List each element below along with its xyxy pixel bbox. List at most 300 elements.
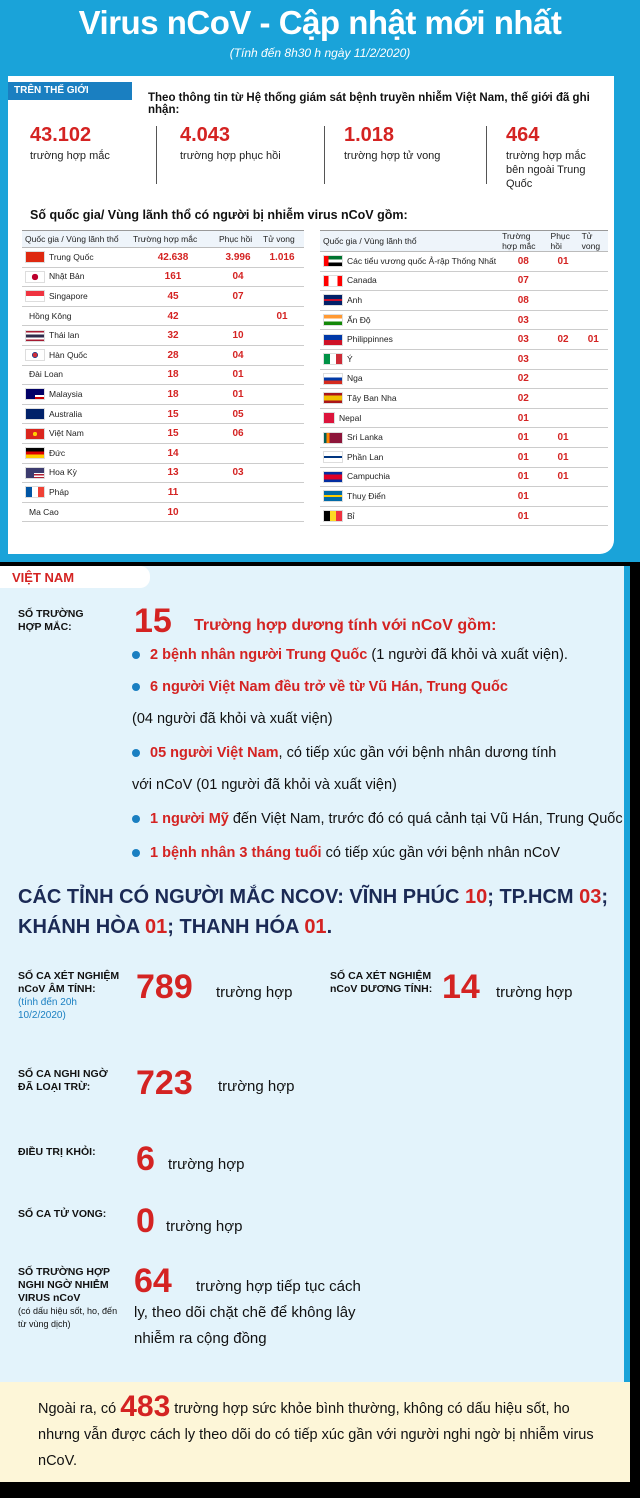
country-cell: [22, 345, 130, 365]
country-cell: [320, 330, 499, 350]
country-cell: [320, 310, 499, 330]
cases-cell: 161: [130, 267, 216, 287]
cases-heading: Trường hợp dương tính với nCoV gồm:: [194, 617, 497, 634]
table-row: [320, 291, 608, 311]
deaths-cell: [260, 404, 304, 424]
country-cell: [320, 271, 499, 291]
bullet-icon: [132, 849, 140, 857]
case-bullet: [132, 844, 560, 862]
excluded-suspected-label: SỐ CA NGHI NGỜ ĐÃ LOẠI TRỪ:: [18, 1068, 108, 1093]
country-cell: [22, 404, 130, 424]
ca-flag-icon: [323, 275, 343, 287]
country-cell: [22, 248, 130, 268]
deaths-cell: [579, 506, 608, 526]
country-name: Bỉ: [347, 510, 355, 521]
kh-flag-icon: [323, 471, 343, 483]
cases-cell: 03: [499, 349, 547, 369]
provinces-part: .: [326, 916, 333, 938]
deaths-cell: [579, 487, 608, 507]
isolation-number: 64: [134, 1262, 172, 1300]
stat-outside-china: [506, 124, 606, 191]
cases-cell: 01: [499, 447, 547, 467]
positive-tests-label: SỐ CA XÉT NGHIỆM nCoV DƯƠNG TÍNH:: [330, 970, 433, 995]
cases-cell: 01: [499, 408, 547, 428]
case-bullet: [132, 744, 556, 762]
stat-value: 4.043: [180, 124, 231, 146]
table-row: [320, 467, 608, 487]
recovered-cell: [216, 483, 260, 503]
country-name: Campuchia: [347, 471, 390, 482]
stat-divider: [324, 126, 325, 184]
countries-heading: Số quốc gia/ Vùng lãnh thổ có người bị nhiễm virus nCoV gồm:: [30, 208, 408, 222]
country-name-wrap: [323, 373, 496, 385]
country-cell: [22, 326, 130, 346]
deaths-cell: [260, 287, 304, 307]
extra-text: [38, 1390, 608, 1474]
stat-value: 1.018: [344, 124, 395, 146]
recovered-cell: [548, 506, 579, 526]
country-cell: [320, 408, 499, 428]
lk-flag-icon: [323, 432, 343, 444]
country-name: Đức: [49, 447, 66, 458]
deaths-cell: [260, 424, 304, 444]
world-section: [0, 0, 640, 562]
deaths-cell: [260, 345, 304, 365]
excluded-suspected-number: 723: [136, 1064, 193, 1102]
case-bullet: [132, 646, 568, 664]
isolation-text: ly, theo dõi chặt chẽ để không lây: [134, 1304, 356, 1321]
country-name: Anh: [347, 294, 363, 305]
table-row: [22, 287, 304, 307]
table-row: [22, 424, 304, 444]
country-name-wrap: [323, 255, 496, 267]
table-header-row: [320, 231, 608, 252]
bullet-text: đến Việt Nam, trước đó có quá cảnh tại Vũ Hán, Trung Quốc: [228, 811, 623, 827]
de-flag-icon: [25, 447, 45, 459]
countries-table-left: [22, 230, 304, 522]
country-cell: [22, 463, 130, 483]
country-name: Singapore: [49, 290, 88, 301]
case-bullet: [132, 810, 623, 828]
cases-cell: 13: [130, 463, 216, 483]
recovered-cell: 01: [216, 365, 260, 385]
cured-number: 6: [136, 1140, 155, 1178]
stat-cases: [30, 124, 110, 163]
recovered-cell: [548, 389, 579, 409]
stat-label: trường hợp mắc bên ngoài Trung Quốc: [506, 150, 586, 190]
deaths-cell: [579, 291, 608, 311]
country-name-wrap: [25, 388, 127, 400]
vietnam-tag: VIỆT NAM: [0, 566, 150, 588]
table-row: [22, 385, 304, 405]
country-name-wrap: [25, 271, 127, 283]
extra-pre: Ngoài ra, có: [38, 1401, 121, 1417]
recovered-cell: [548, 408, 579, 428]
label-text: SỐ CA XÉT NGHIỆM nCoV ÂM TÍNH:: [18, 970, 120, 995]
country-cell: [22, 483, 130, 503]
cases-cell: 01: [499, 506, 547, 526]
provinces-count: 01: [304, 916, 327, 938]
positive-tests-number: 14: [442, 968, 480, 1006]
gb-flag-icon: [323, 294, 343, 306]
unit-label: trường hợp: [496, 984, 573, 1001]
recovered-cell: [216, 443, 260, 463]
deaths-cell: [579, 428, 608, 448]
stat-divider: [486, 126, 487, 184]
deaths-number: 0: [136, 1202, 155, 1240]
country-name: Australia: [49, 408, 83, 419]
cases-cell: 01: [499, 467, 547, 487]
label-text: SỐ TRƯỜNG HỢP NGHI NGỜ NHIỄM VIRUS nCoV: [18, 1266, 110, 1304]
bullet-icon: [132, 749, 140, 757]
stat-deaths: [344, 124, 440, 163]
table-row: [22, 306, 304, 326]
provinces-count: 01: [145, 916, 168, 938]
it-flag-icon: [323, 353, 343, 365]
world-intro: Theo thông tin từ Hệ thống giám sát bệnh truyền nhiễm Việt Nam, thế giới đã ghi nhận:: [148, 92, 590, 116]
page-title: Virus nCoV - Cập nhật mới nhất: [78, 4, 562, 41]
cases-cell: 42: [130, 306, 216, 326]
unit-label: trường hợp: [166, 1218, 243, 1235]
country-name-wrap: [323, 314, 496, 326]
country-name-wrap: [25, 369, 127, 381]
recovered-cell: [548, 291, 579, 311]
country-name: Pháp: [49, 486, 69, 497]
provinces-part: ; THANH HÓA: [167, 916, 305, 938]
recovered-cell: 01: [548, 252, 579, 272]
country-name: Sri Lanka: [347, 432, 383, 443]
cases-number: 15: [134, 602, 172, 640]
country-name-wrap: [323, 490, 496, 502]
country-name-wrap: [323, 432, 496, 444]
country-cell: [320, 369, 499, 389]
table-row: [320, 310, 608, 330]
table-row: [320, 369, 608, 389]
recovered-cell: [548, 487, 579, 507]
bullet-highlight: 1 người: [150, 811, 209, 827]
bullet-icon: [132, 651, 140, 659]
recovered-cell: 01: [216, 385, 260, 405]
isolation-label: [18, 1266, 122, 1331]
deaths-cell: [579, 271, 608, 291]
jp-flag-icon: [25, 271, 45, 283]
kr-flag-icon: [25, 349, 45, 361]
cases-cell: 15: [130, 404, 216, 424]
be-flag-icon: [323, 510, 343, 522]
deaths-cell: [260, 365, 304, 385]
country-name-wrap: [323, 353, 496, 365]
recovered-cell: [548, 369, 579, 389]
country-name-wrap: [25, 349, 127, 361]
bullet-highlight: 6 người Việt Nam đều trở về từ Vũ Hán, Trung Quốc: [150, 679, 508, 695]
country-name: Hồng Kông: [29, 310, 72, 321]
country-cell: [22, 385, 130, 405]
country-name: Hoa Kỳ: [49, 467, 77, 478]
deaths-cell: [260, 463, 304, 483]
recovered-cell: [548, 310, 579, 330]
vn-flag-icon: [25, 428, 45, 440]
country-name-wrap: [323, 275, 496, 287]
stat-divider: [156, 126, 157, 184]
table-row: [320, 330, 608, 350]
cases-cell: 07: [499, 271, 547, 291]
deaths-cell: [260, 385, 304, 405]
table-row: [22, 326, 304, 346]
country-name: Đài Loan: [29, 369, 64, 380]
case-bullet: [132, 678, 508, 696]
isolation-text: trường hợp tiếp tục cách: [196, 1278, 361, 1295]
country-name: Các tiểu vương quốc Ả-rập Thống Nhất: [347, 255, 497, 266]
country-cell: [320, 349, 499, 369]
stat-value: 464: [506, 124, 540, 146]
deaths-cell: [579, 447, 608, 467]
ph-flag-icon: [323, 334, 343, 346]
deaths-cell: [579, 389, 608, 409]
stat-recovered: [180, 124, 281, 163]
unit-label: trường hợp: [218, 1078, 295, 1095]
country-name: Nga: [347, 373, 363, 384]
bullet-highlight: 2 bệnh nhân người Trung Quốc: [150, 647, 368, 663]
col-header-cases: Trường hợp mắc: [499, 231, 547, 252]
vietnam-section: [0, 566, 630, 1382]
provinces-count: 10: [465, 886, 488, 908]
extra-rest: trường hợp sức khỏe bình thường, không có dấu hiệu sốt, ho nhưng vẫn được cách ly theo dõi do có tiếp xúc gần với người nghi ngờ bị nhiễm virus nCoV.: [38, 1401, 594, 1469]
country-cell: [320, 487, 499, 507]
cases-cell: 18: [130, 385, 216, 405]
deaths-cell: [579, 369, 608, 389]
table-row: [22, 463, 304, 483]
country-name-wrap: [323, 294, 496, 306]
country-name-wrap: [323, 471, 496, 483]
cured-label: ĐIỀU TRỊ KHỎI:: [18, 1146, 96, 1158]
country-name: Thuỵ Điển: [347, 490, 386, 501]
unit-label: trường hợp: [168, 1156, 245, 1173]
np-flag-icon: [323, 412, 335, 424]
stat-value: 43.102: [30, 124, 92, 146]
bullet-highlight: 05 người Việt Nam: [150, 745, 279, 761]
table-row: [320, 408, 608, 428]
fi-flag-icon: [323, 451, 343, 463]
table-row: [22, 248, 304, 268]
country-name: Nhật Bản: [49, 271, 85, 282]
country-name: Ấn Độ: [347, 314, 371, 325]
us-flag-icon: [25, 467, 45, 479]
country-name-wrap: [25, 428, 127, 440]
deaths-cell: 01: [579, 330, 608, 350]
country-name: Tây Ban Nha: [347, 392, 397, 403]
country-name: Nepal: [339, 412, 362, 423]
col-header-country: Quốc gia / Vùng lãnh thổ: [22, 231, 130, 248]
deaths-cell: [579, 252, 608, 272]
au-flag-icon: [25, 408, 45, 420]
country-name: Trung Quốc: [49, 251, 94, 262]
country-cell: [22, 306, 130, 326]
country-cell: [320, 506, 499, 526]
cases-cell: 14: [130, 443, 216, 463]
stat-label: trường hợp phục hồi: [180, 150, 281, 162]
bullet-highlight: 1 bệnh nhân 3 tháng tuổi: [150, 845, 322, 861]
country-name-wrap: [25, 467, 127, 479]
cases-cell: 28: [130, 345, 216, 365]
country-cell: [320, 389, 499, 409]
provinces-count: 03: [579, 886, 602, 908]
bullet-icon: [132, 815, 140, 823]
cases-cell: 32: [130, 326, 216, 346]
th-flag-icon: [25, 330, 45, 342]
country-name-wrap: [25, 330, 127, 342]
cases-cell: 01: [499, 428, 547, 448]
country-cell: [22, 287, 130, 307]
table-row: [22, 483, 304, 503]
stat-label: trường hợp tử vong: [344, 150, 441, 162]
country-name-wrap: [25, 290, 127, 302]
negative-tests-number: 789: [136, 968, 193, 1006]
recovered-cell: 01: [548, 467, 579, 487]
recovered-cell: 04: [216, 345, 260, 365]
table-row: [320, 389, 608, 409]
country-name-wrap: [323, 451, 496, 463]
recovered-cell: 01: [548, 428, 579, 448]
extra-note: [0, 1382, 630, 1482]
extra-number: 483: [120, 1390, 171, 1423]
deaths-label: SỐ CA TỬ VONG:: [18, 1208, 107, 1220]
deaths-cell: 1.016: [260, 248, 304, 268]
cases-cell: 03: [499, 330, 547, 350]
country-name-wrap: [25, 447, 127, 459]
country-cell: [320, 428, 499, 448]
recovered-cell: [216, 502, 260, 522]
country-name: Philippinnes: [347, 334, 393, 345]
country-name-wrap: [323, 392, 496, 404]
in-flag-icon: [323, 314, 343, 326]
table-row: [22, 345, 304, 365]
recovered-cell: 05: [216, 404, 260, 424]
negative-tests-label: [18, 970, 122, 1022]
table-row: [320, 349, 608, 369]
world-tag: TRÊN THẾ GIỚI: [8, 82, 132, 100]
ae-flag-icon: [323, 255, 343, 267]
unit-label: trường hợp: [216, 984, 293, 1001]
recovered-cell: 10: [216, 326, 260, 346]
country-cell: [320, 291, 499, 311]
recovered-cell: 01: [548, 447, 579, 467]
country-cell: [320, 467, 499, 487]
table-row: [320, 506, 608, 526]
deaths-cell: [260, 443, 304, 463]
countries-table-right: [320, 230, 608, 526]
recovered-cell: 07: [216, 287, 260, 307]
fr-flag-icon: [25, 486, 45, 498]
deaths-cell: [260, 483, 304, 503]
table-row: [22, 443, 304, 463]
col-header-recovered: Phục hồi: [548, 231, 579, 252]
my-flag-icon: [25, 388, 45, 400]
se-flag-icon: [323, 490, 343, 502]
col-header-deaths: Tử vong: [260, 231, 304, 248]
es-flag-icon: [323, 392, 343, 404]
country-name-wrap: [323, 510, 496, 522]
table-row: [320, 428, 608, 448]
table-row: [320, 271, 608, 291]
sg-flag-icon: [25, 290, 45, 302]
deaths-cell: [579, 310, 608, 330]
recovered-cell: 3.996: [216, 248, 260, 268]
col-header-deaths: Tử vong: [579, 231, 608, 252]
deaths-cell: [260, 267, 304, 287]
country-cell: [320, 252, 499, 272]
provinces-text: [18, 882, 618, 942]
recovered-cell: 04: [216, 267, 260, 287]
deaths-cell: 01: [260, 306, 304, 326]
deaths-cell: [260, 326, 304, 346]
cases-cell: 08: [499, 291, 547, 311]
provinces-part: ;: [601, 886, 609, 908]
bullet-text: , có tiếp xúc gần với bệnh nhân dương tính: [278, 745, 557, 761]
country-name-wrap: [323, 334, 496, 346]
country-cell: [22, 267, 130, 287]
country-name: Phần Lan: [347, 451, 384, 462]
col-header-cases: Trường hợp mắc: [130, 231, 216, 248]
country-name-wrap: [323, 412, 496, 424]
ru-flag-icon: [323, 373, 343, 385]
cases-cell: 42.638: [130, 248, 216, 268]
country-name-wrap: [25, 251, 127, 263]
country-name: Canada: [347, 275, 377, 286]
country-name-wrap: [25, 310, 127, 322]
table-row: [22, 502, 304, 522]
recovered-cell: [548, 349, 579, 369]
deaths-cell: [260, 502, 304, 522]
bullet-text: (1 người đã khỏi và xuất viện).: [367, 647, 568, 663]
table-row: [320, 447, 608, 467]
table-row: [22, 404, 304, 424]
bullet-icon: [132, 683, 140, 691]
provinces-part: CÁC TỈNH CÓ NGƯỜI MẮC NCOV: VĨNH PHÚC: [18, 886, 465, 908]
isolation-text: nhiễm ra cộng đồng: [134, 1330, 267, 1347]
country-cell: [22, 365, 130, 385]
country-cell: [22, 502, 130, 522]
country-name: Hàn Quốc: [49, 349, 88, 360]
provinces-part: ; TP.HCM: [487, 886, 580, 908]
cases-cell: 02: [499, 369, 547, 389]
country-name: Malaysia: [49, 388, 83, 399]
cases-cell: 03: [499, 310, 547, 330]
country-name: Ý: [347, 353, 353, 364]
col-header-country: Quốc gia / Vùng lãnh thổ: [320, 231, 499, 252]
cn-flag-icon: [25, 251, 45, 263]
country-name: Việt Nam: [49, 428, 84, 439]
cases-cell: 45: [130, 287, 216, 307]
table-row: [22, 267, 304, 287]
table-row: [320, 252, 608, 272]
recovered-cell: 03: [216, 463, 260, 483]
table-row: [320, 487, 608, 507]
deaths-cell: [579, 467, 608, 487]
cases-cell: 01: [499, 487, 547, 507]
country-cell: [22, 443, 130, 463]
cases-cell: 18: [130, 365, 216, 385]
label-note: (tính đến 20h 10/2/2020): [18, 997, 77, 1021]
table-row: [22, 365, 304, 385]
cases-cell: 10: [130, 502, 216, 522]
page-subtitle: (Tính đến 8h30 h ngày 11/2/2020): [229, 46, 411, 60]
country-name: Ma Cao: [29, 506, 59, 517]
cases-cell: 15: [130, 424, 216, 444]
cases-label: SỐ TRƯỜNG HỢP MẮC:: [18, 608, 84, 633]
recovered-cell: [216, 306, 260, 326]
country-name-wrap: [25, 486, 127, 498]
label-note: (có dấu hiệu sốt, ho, đến từ vùng dịch): [18, 1306, 118, 1329]
